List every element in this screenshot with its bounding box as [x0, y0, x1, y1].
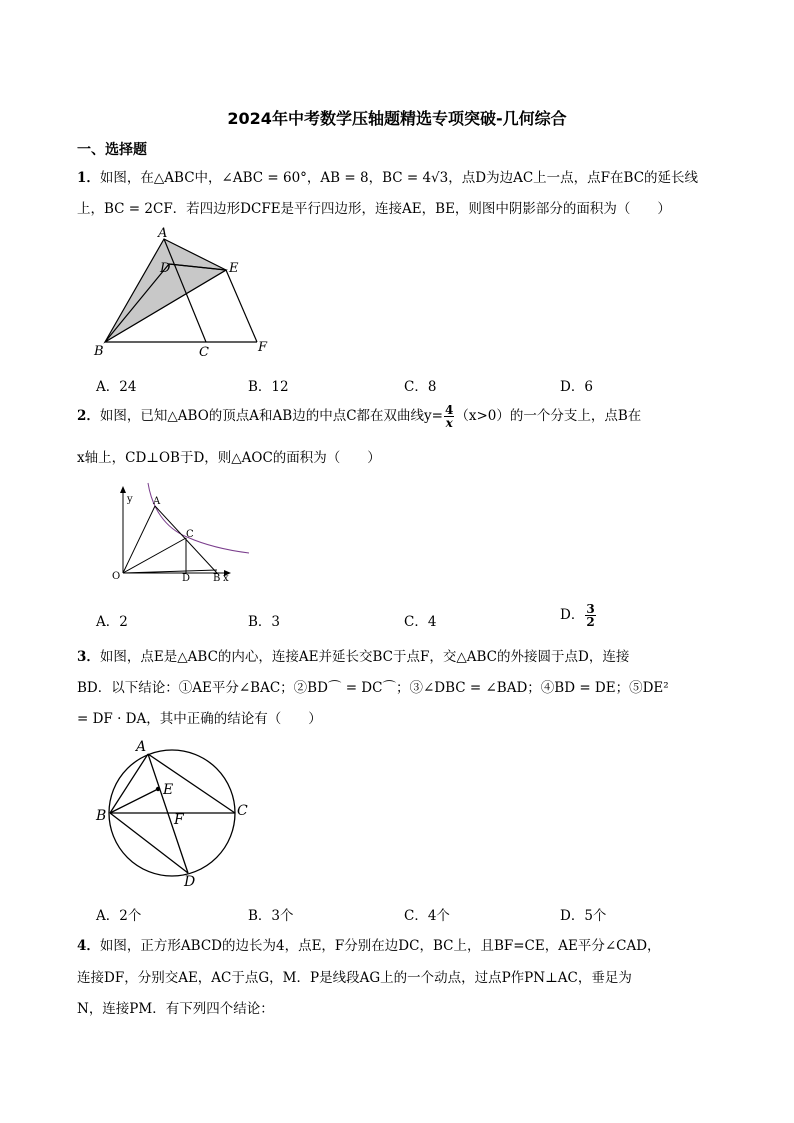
q2-option-d[interactable]: D． $\frac{3}{2}$ [560, 602, 595, 629]
q3-option-c[interactable]: C．4个 [404, 908, 450, 924]
label-x: x [223, 573, 229, 584]
q4-text-3: N，连接PM．有下列四个结论： [77, 1001, 274, 1017]
label-c: C [199, 345, 209, 360]
q1-text-2: 上，BC = 2CF．若四边形DCFE是平行四边形，连接AE，BE，则图中阴影部分的面积为（ ） [77, 201, 671, 217]
label-f: F [258, 340, 268, 355]
label-a: A [136, 739, 147, 755]
hyperbola-curve [148, 483, 249, 553]
segment-oc [123, 538, 186, 573]
q3-text-1: 如图，点E是△ABC的内心，连接AE并延长交BC于点F，交△ABC的外接圆于点D，连接 [99, 649, 630, 665]
page-title: 2024年中考数学压轴题精选专项突破-几何综合 [227, 109, 567, 128]
segment-oa [123, 506, 155, 573]
q1-line-1 [77, 166, 698, 186]
segment-ac [148, 754, 235, 813]
label-c: C [186, 529, 194, 540]
q4-line-2 [77, 966, 632, 986]
q3-option-a[interactable]: A．2个 [96, 908, 142, 924]
q3-text-2: BD．以下结论：①AE平分∠BAC；②BD⌒ = DC⌒；③∠DBC = ∠BAD；④BD = DE；⑤DE² [77, 680, 669, 696]
label-d: D [182, 573, 191, 584]
y-axis-arrow [120, 486, 126, 493]
label-d: D [184, 874, 196, 890]
incenter-point [156, 787, 160, 791]
label-c: C [237, 803, 248, 819]
q3-line-3 [77, 707, 322, 727]
q3-text-3: = DF · DA，其中正确的结论有（ ） [77, 711, 322, 727]
q3-option-b[interactable]: B．3个 [248, 908, 294, 924]
q1-figure [85, 225, 285, 365]
label-e: E [163, 782, 174, 798]
q4-text-1: 如图，正方形ABCD的边长为4，点E，F分别在边DC，BC上，且BF=CE，AE平分∠CAD， [99, 938, 661, 954]
q4-text-2: 连接DF，分别交AE，AC于点G，M．P是线段AG上的一个动点，过点P作PN⊥AC，垂足为 [77, 970, 632, 986]
q1-option-a[interactable]: A．24 [96, 379, 137, 395]
q3-number: 3． [77, 649, 100, 665]
q1-number: 1． [77, 170, 100, 186]
q2-number: 2． [77, 408, 100, 424]
q4-line-1 [77, 934, 661, 954]
q2-text-1a: 如图，已知△ABO的顶点A和AB边的中点C都在双曲线y= [99, 408, 443, 424]
label-y: y [127, 494, 133, 505]
segment-ef [226, 270, 257, 342]
q2-line-1 [77, 404, 641, 429]
label-o: O [112, 571, 121, 582]
label-b: B [94, 344, 104, 359]
q4-number: 4． [77, 938, 100, 954]
q2-option-d-fraction: $\frac{3}{2}$ [586, 602, 595, 629]
label-b: B [96, 808, 107, 824]
q2-text-1b: （x>0）的一个分支上，点B在 [455, 408, 642, 424]
q3-line-2 [77, 676, 669, 696]
label-a: A [158, 226, 168, 241]
q1-option-b[interactable]: B．12 [248, 379, 289, 395]
q1-option-c[interactable]: C．8 [404, 379, 437, 395]
q1-line-2 [77, 197, 671, 217]
label-e: E [229, 261, 239, 276]
q4-line-3 [77, 997, 274, 1017]
label-b: B [213, 573, 221, 584]
q2-figure [105, 478, 255, 588]
label-a: A [153, 496, 161, 507]
q2-option-b[interactable]: B．3 [248, 614, 281, 630]
q2-line-2 [77, 446, 381, 466]
section-heading: 一、选择题 [77, 142, 147, 158]
q1-text-1: 如图，在△ABC中，∠ABC = 60°，AB = 8，BC = 4√3，点D为边AC上一点，点F在BC的延长线 [99, 170, 699, 186]
q2-fraction: $\frac{4}{x}$ [444, 403, 454, 430]
q2-option-c[interactable]: C．4 [404, 614, 437, 630]
q1-option-d[interactable]: D．6 [560, 379, 593, 395]
q3-line-1 [77, 645, 629, 665]
q2-text-2: x轴上，CD⊥OB于D，则△AOC的面积为（ ） [77, 450, 381, 466]
label-f: F [174, 812, 184, 828]
q3-option-d[interactable]: D．5个 [560, 908, 607, 924]
label-d: D [160, 261, 171, 276]
q2-option-a[interactable]: A．2 [96, 614, 128, 630]
q3-figure [92, 734, 262, 892]
